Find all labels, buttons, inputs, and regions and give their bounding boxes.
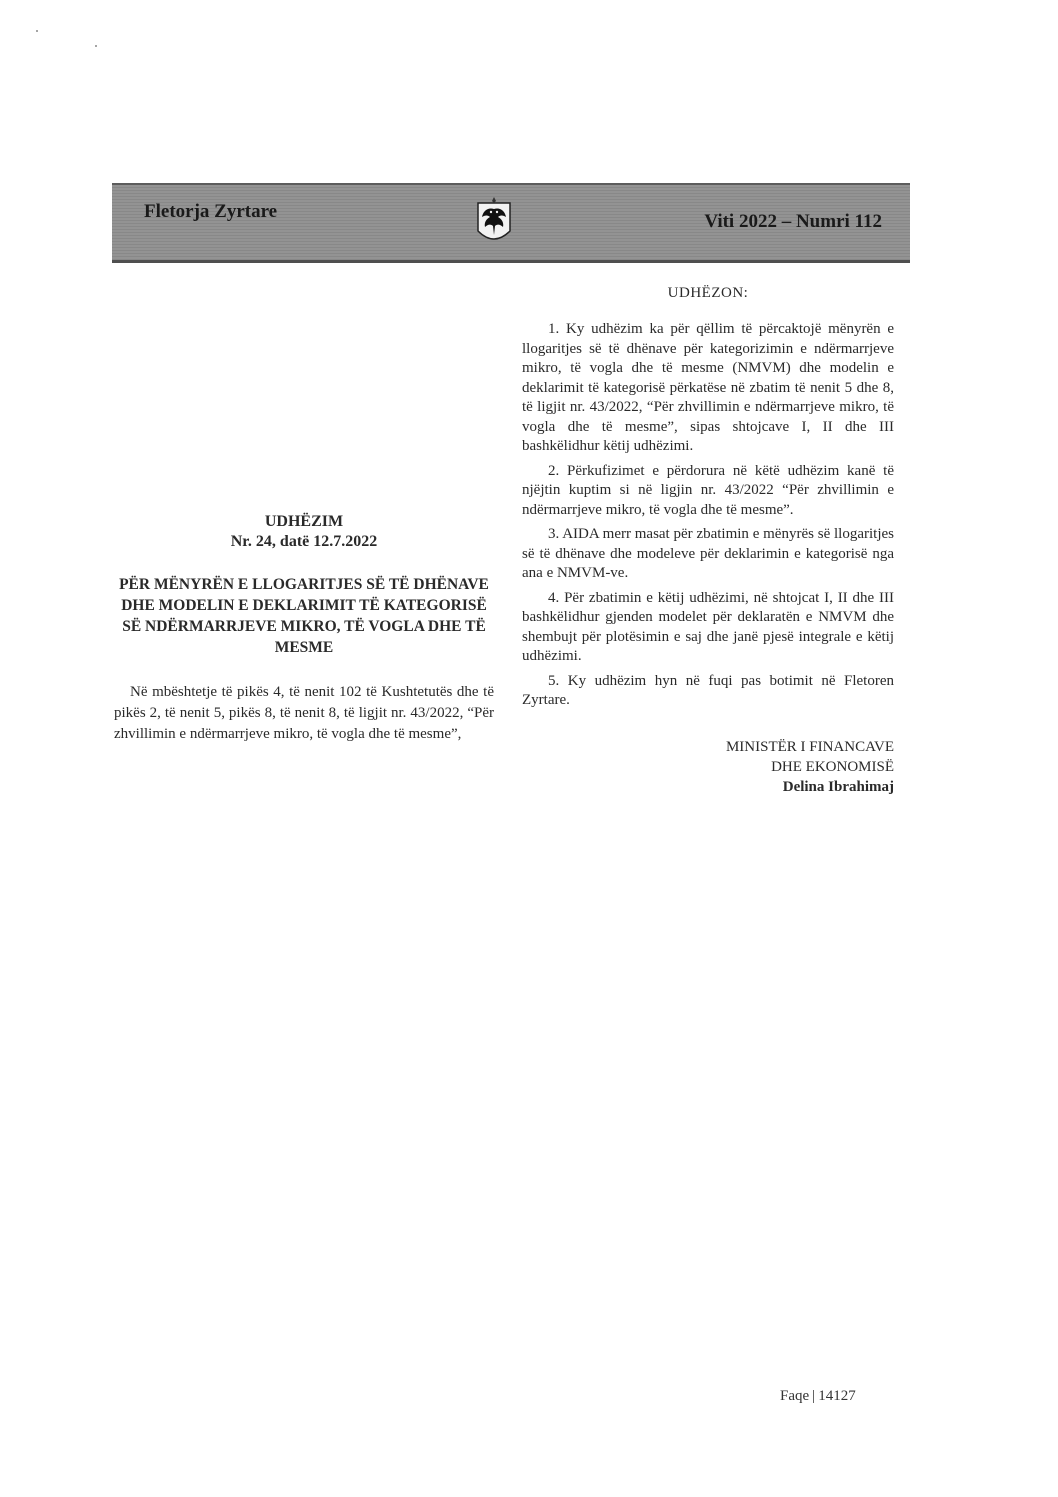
page-label: Faqe xyxy=(780,1388,810,1404)
document-type: UDHËZIM xyxy=(264,513,344,530)
scan-speck xyxy=(95,45,97,47)
document-number: Nr. 24, datë 12.7.2022 xyxy=(230,533,378,550)
signature-block xyxy=(522,737,894,797)
scan-speck xyxy=(36,30,38,32)
document-title: PËR MËNYRËN E LLOGARITJES SË TË DHËNAVE DHE MODELIN E DEKLARIMIT TË KATEGORISË SË NDËRMARRJEVE MIKRO, TË VOGLA DHE TË MESME xyxy=(119,576,489,656)
signature-title-line1: MINISTËR I FINANCAVE xyxy=(725,738,894,755)
issue-info: Viti 2022 – Numri 112 xyxy=(704,211,882,232)
instruction-paragraph: 2. Përkufizimet e përdorura në këtë udhëzim kanë të njëjtin kuptim si në ligjin nr. 43/2022 “Për zhvillimin e ndërmarrjeve mikro, të vogla dhe të mesme”. xyxy=(522,462,894,518)
instruction-paragraph: 5. Ky udhëzim hyn në fuqi pas botimit në Fletoren Zyrtare. xyxy=(522,672,894,708)
page-number: 14127 xyxy=(818,1388,856,1404)
signatory-name: Delina Ibrahimaj xyxy=(782,778,894,795)
preamble-text: Në mbështetje të pikës 4, të nenit 102 të Kushtetutës dhe të pikës 2, të nenit 5, pikës 8, të nenit 8, të ligjit nr. 43/2022, “Për zhvillimin e ndërmarrjeve mikro, të vogla dhe të mesme”, xyxy=(114,684,494,742)
gazette-header xyxy=(112,183,910,263)
publication-name: Fletorja Zyrtare xyxy=(144,201,278,222)
instructions-heading: UDHËZON: xyxy=(667,285,749,301)
signature-title-line2: DHE EKONOMISË xyxy=(771,758,894,775)
page-separator: | xyxy=(812,1388,816,1404)
instruction-paragraph: 3. AIDA merr masat për zbatimin e mënyrës së llogaritjes së të dhënave dhe modeleve për deklarimin e kategorisë nga ana e NMVM-ve. xyxy=(522,526,894,581)
page-footer xyxy=(780,1388,856,1405)
instruction-paragraph: 1. Ky udhëzim ka për qëllim të përcaktojë mënyrën e llogaritjes së të dhënave për kategorizimin e ndërmarrjeve mikro, të vogla dhe të mesme (NMVM) dhe modelin e deklarimit të kategorisë përkatëse në zbatim të nenit 5 dhe 8, të ligjit nr. 43/2022, “Për zhvillimin e ndërmarrjeve mikro, të vogla dhe të mesme”, sipas shtojcave I, II dhe III bashkëlidhur këtij udhëzimi. xyxy=(522,321,894,454)
right-column xyxy=(522,285,894,797)
albanian-eagle-emblem-icon xyxy=(474,191,514,249)
left-column xyxy=(114,512,494,745)
instruction-paragraph: 4. Për zbatimin e këtij udhëzimi, në shtojcat I, II dhe III bashkëlidhur gjenden modelet për deklaratën e NMVM dhe shembujt për plotësimin e saj dhe janë pjesë integrale e këtij udhëzimi. xyxy=(522,589,894,664)
